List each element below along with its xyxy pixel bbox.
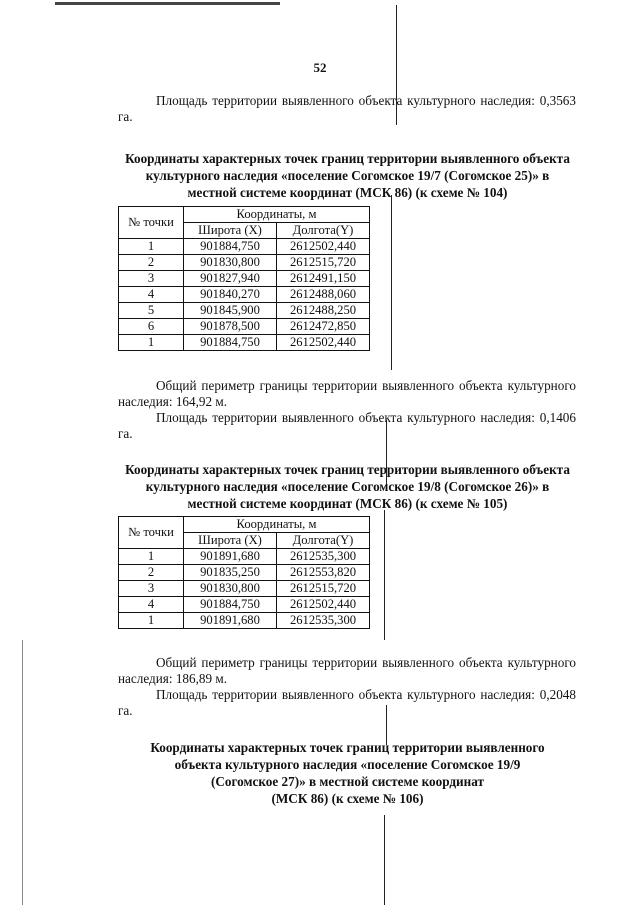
coordinates-table-104 [118,206,370,351]
header-coordinates: Координаты, м [184,517,370,533]
longitude-cell: 2612502,440 [277,597,370,613]
latitude-cell: 901830,800 [184,255,277,271]
header-longitude: Долгота(Y) [277,223,370,239]
scan-top-border [55,2,280,5]
latitude-cell: 901884,750 [184,239,277,255]
scan-fold-line [391,195,392,370]
latitude-cell: 901891,680 [184,549,277,565]
latitude-cell: 901827,940 [184,271,277,287]
longitude-cell: 2612502,440 [277,335,370,351]
point-cell: 3 [119,581,184,597]
header-point-number: № точки [119,517,184,549]
area-paragraph-1: Площадь территории выявленного объекта культурного наследия: 0,3563 га. [118,93,576,124]
longitude-cell: 2612488,060 [277,287,370,303]
point-cell: 2 [119,565,184,581]
table-row [119,549,370,565]
table-row [119,597,370,613]
latitude-cell: 901878,500 [184,319,277,335]
table-header-row [119,207,370,223]
table-heading-104: Координаты характерных точек границ территории выявленного объекта культурного наследия «поселение Согомское 19/7 (Согомское 25)» в местной системе координат (МСК 86) (к схеме № 104) [125,151,570,200]
header-latitude: Широта (X) [184,533,277,549]
longitude-cell: 2612502,440 [277,239,370,255]
point-cell: 2 [119,255,184,271]
area-paragraph-105: Площадь территории выявленного объекта культурного наследия: 0,2048 га. [118,687,576,718]
heading-line: (Согомское 27)» в местной системе координат [211,774,484,789]
header-point-number: № точки [119,207,184,239]
perimeter-paragraph-104: Общий периметр границы территории выявленного объекта культурного наследия: 164,92 м. [118,378,576,409]
point-cell: 3 [119,271,184,287]
table-row [119,255,370,271]
point-cell: 4 [119,287,184,303]
table-row [119,335,370,351]
table-row [119,239,370,255]
point-cell: 1 [119,335,184,351]
longitude-cell: 2612488,250 [277,303,370,319]
table-heading-105: Координаты характерных точек границ территории выявленного объекта культурного наследия «поселение Согомское 19/8 (Согомское 26)» в местной системе координат (МСК 86) (к схеме № 105) [125,462,570,511]
table-row [119,271,370,287]
latitude-cell: 901845,900 [184,303,277,319]
table-row [119,287,370,303]
longitude-cell: 2612535,300 [277,613,370,629]
latitude-cell: 901840,270 [184,287,277,303]
longitude-cell: 2612515,720 [277,255,370,271]
header-coordinates: Координаты, м [184,207,370,223]
coordinates-table-105 [118,516,370,629]
table-row [119,565,370,581]
heading-line: Координаты характерных точек границ территории выявленного [150,740,545,755]
area-paragraph-104: Площадь территории выявленного объекта культурного наследия: 0,1406 га. [118,410,576,441]
header-latitude: Широта (X) [184,223,277,239]
table-row [119,303,370,319]
point-cell: 1 [119,613,184,629]
table-row [119,319,370,335]
heading-line: (МСК 86) (к схеме № 106) [271,791,424,806]
point-cell: 5 [119,303,184,319]
latitude-cell: 901835,250 [184,565,277,581]
point-cell: 6 [119,319,184,335]
latitude-cell: 901884,750 [184,597,277,613]
latitude-cell: 901884,750 [184,335,277,351]
latitude-cell: 901891,680 [184,613,277,629]
longitude-cell: 2612491,150 [277,271,370,287]
longitude-cell: 2612472,850 [277,319,370,335]
perimeter-paragraph-105: Общий периметр границы территории выявленного объекта культурного наследия: 186,89 м. [118,655,576,686]
heading-line: объекта культурного наследия «поселение Согомское 19/9 [174,757,521,772]
longitude-cell: 2612553,820 [277,565,370,581]
table-heading-106 [120,739,575,807]
longitude-cell: 2612535,300 [277,549,370,565]
table-header-row [119,517,370,533]
header-longitude: Долгота(Y) [277,533,370,549]
page-number: 52 [313,60,327,75]
longitude-cell: 2612515,720 [277,581,370,597]
scan-fold-line [384,510,385,640]
point-cell: 4 [119,597,184,613]
latitude-cell: 901830,800 [184,581,277,597]
table-row [119,613,370,629]
scan-fold-line [384,815,385,905]
point-cell: 1 [119,239,184,255]
scan-edge-line [22,640,23,905]
table-row [119,581,370,597]
point-cell: 1 [119,549,184,565]
